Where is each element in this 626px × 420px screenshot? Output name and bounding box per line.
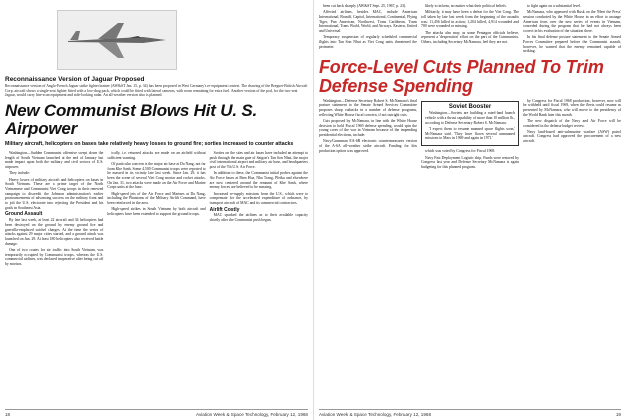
column-3 xyxy=(210,151,308,268)
footer-rule xyxy=(5,409,308,410)
right-page xyxy=(313,0,626,420)
paragraph: Washington—Defense Secretary Robert S. McNamara's final posture statement to the Senate Armed Services Committee proposes sharp cutbacks in a number of defense programs, reflecting White House fiscal concern, if not outright cuts. xyxy=(319,98,417,117)
paragraph: Temporary suspension of regularly scheduled commercial flights into Tan Son Nhut as Viet Cong units threatened the perimeter. xyxy=(319,35,417,49)
column-1 xyxy=(319,4,417,56)
paragraph: Washington—Soviets are building a rated-land launch vehicle with a thrust capability of more than 10 million lb., according to Defense Secretary Robert S. McNamara. xyxy=(425,111,515,125)
paragraph: In his final defense posture statement to the Senate Armed Forces Committee prepared before the Communist assault, however, he warned that the enemy remained capable of striking. xyxy=(523,35,621,54)
column-1 xyxy=(319,99,417,172)
paragraph: By late last week, at least 22 aircraft and 34 helicopters had been destroyed on the ground by enemy ground fire and guerrilla-emplaced satchel charges. At the time the series of attacks against 29 major cities started, and a ground attack was launched on Jan. 29. At least 180 helicopters also received battle damage. xyxy=(5,218,104,246)
page-number: 18 xyxy=(5,412,11,417)
photo-caption-body: Reconnaissance version of Anglo-French Jaguar strike fighter/trainer (AW&ST Jan. 15, p. 34) has been proposed in West Germany's re-equipment contest. The drawing of the Breguet-British Aircraft Corp. aircraft shows a single-seat fighter fitted with a low-drag pack, which could be fitted with lateral cameras, with room remaining for extra fuel. Another version of the pod, for the two-seat Jaguar, would carry line-scan equipment and side-looking radar. An all-weather version also is planned. xyxy=(5,84,308,98)
article-subdeck: Military aircraft, helicopters on bases take relatively heavy losses to ground fire; sorties increased to counter attacks xyxy=(5,140,294,147)
section-subhead: Airlift Costly xyxy=(209,206,240,213)
paragraph: The new dispatch of the Navy and Air Force will be considered in the defense budget review. xyxy=(523,118,621,128)
paragraph: Of particular concern is the major air base at Da Nang, not far from Khe Sanh. Some 4,500 Communist troops were reported to be massed in its vicinity late last week. Since Jan. 29, it has been the scene of several Viet Cong mortar and rocket attacks. On Jan. 31, two attacks were made on the Air Force and Marine Corps units at the base. xyxy=(107,161,206,190)
column-2 xyxy=(107,151,205,268)
paragraph: One of two routes for air traffic into South Vietnam, was temporarily occupied by Communist troops, whereas the U.S. commercial airlines, was declared inoperative after being cut off by mortars. xyxy=(5,247,104,266)
paragraph: Militarily, it may have been a defeat for the Viet Cong. The toll taken by late last week from the beginning of the assaults was: 11,456 killed in action; 1,204 killed, 4,914 wounded and 700 were wounded or missing. xyxy=(421,10,519,29)
paragraph: Affected airlines, besides MAC, include American International, Braniff, Capitol, International, Continental, Flying Tiger, Pan American, Northwest, Trans Caribbean, Trans International, Trans World, World, and Airways. Eastern, United and Universal. xyxy=(319,10,417,34)
soviet-booster-sidebar xyxy=(421,101,519,147)
paragraph: The attacks also may, as some Pentagon officials believe, represent a 'desperation' effort on the part of the Communists. Others, including Secretary McNamara, feel they are not. xyxy=(421,30,519,44)
article-columns xyxy=(319,99,621,172)
paragraph: Increased re-supply missions from the U.S., which were to compensate for the accelerated expenditure of ordnance, by transport aircraft of MAC and its commercial contractors. xyxy=(209,191,308,206)
column-3 xyxy=(523,4,621,56)
paragraph: MAC sparked the airlines as to their available capacity shortly after the Communist push began. xyxy=(209,213,308,223)
column-3 xyxy=(523,99,621,172)
article-columns xyxy=(5,151,308,268)
photo-caption-title: Reconnaissance Version of Jaguar Proposed xyxy=(5,76,145,83)
column-2 xyxy=(421,4,519,56)
paragraph: been cut back sharply (AW&ST Sept. 25, 1967, p. 23). xyxy=(323,4,407,8)
jaguar-photo xyxy=(57,10,177,70)
footer-rule xyxy=(319,409,621,410)
paragraph: In addition to these, the Communist initial probes against the Air Force bases at Bien Hoa, Nha Trang, Pleiku and elsewhere are now centered around the remnant of Khe Sanh, where enemy forces are believed to be massing. xyxy=(209,171,308,190)
paragraph: Cuts proposed by McNamara, in line with the White House decision to hold Fiscal 1969 defense spending, would spin the young cores of the war in Vietnam because of the impending presidential elections, include: xyxy=(319,118,417,137)
paragraph: Navy Fast Deployment Logistic ship. Funds were restored by Congress last year and Defense Secretary McNamara is again budgeting for this planned program. xyxy=(421,155,519,170)
paragraph: ically, i.e. returned attacks are made on an airfield without sufficient warning. xyxy=(107,150,206,160)
paragraph: which was voted by Congress for Fiscal 1969. xyxy=(425,149,496,154)
paragraph: Heavy losses of military aircraft and helicopters on bases in South Vietnam. These are a prime target of the North Vietnamese and Communist Viet Cong troops in their renewed campaign to discredit the Johnson administration's earlier pronouncements of advancing success on the military front and to jolt the U.S. electorate into rejecting the President and his goals in Southeast Asia. xyxy=(5,177,104,210)
column-1 xyxy=(5,151,103,268)
paragraph: Washington—Sudden Communist offensive swept down the length of South Vietnam launched at the end of January but made impact upon both the military and civil sectors of U.S. airpower. xyxy=(5,150,104,170)
paragraph: They include: xyxy=(9,171,30,176)
column-2 xyxy=(421,99,519,172)
paragraph: Navy/Grumman EA-6B electronic countermeasures version of the A-6A all-weather strike aircraft. Funding for this production option was approved. xyxy=(319,139,417,153)
article-headline: Force-Level Cuts Planned To Trim Defense Spending xyxy=(319,56,604,96)
paragraph: High-speed jets of the Air Force and Marines at Da Nang, including the Phantoms of the Military Airlift Command, have been reinforced in the area. xyxy=(107,191,206,206)
continued-columns xyxy=(319,4,621,56)
page-number: 19 xyxy=(615,412,621,417)
paragraph: to fight again on a substantial level. xyxy=(527,4,582,8)
paragraph: Sorties on the sites and air bases have included an attempt to push through the main gate of Saigon's Tan Son Nhut, the major civil international airport and military air base, and headquarters post of the 7th U.S. Air Force. xyxy=(209,150,308,170)
publication-line: Aviation Week & Space Technology, February 12, 1968 xyxy=(195,412,308,417)
publication-line: Aviation Week & Space Technology, February 12, 1968 xyxy=(319,412,432,417)
paragraph: likely to inform, no matter what their political beliefs. xyxy=(425,4,507,8)
section-subhead: Ground Assault xyxy=(5,211,43,218)
page-footer xyxy=(319,412,621,417)
jaguar-aircraft-icon xyxy=(58,11,176,69)
paragraph: McNamara, who appeared with Rusk on the 'Meet the Press' session conducted by the White House in an effort to assuage American fears over the new series of events in Vietnam, conceded during the program that he had not always been correct in his evaluation of the situation there. xyxy=(523,10,621,34)
paragraph: Navy land-based anti-submarine warfare (ASW) patrol aircraft. Congress had approved the procurement of a new aircraft. xyxy=(523,129,621,144)
page-footer xyxy=(5,412,308,417)
paragraph: High-speed strikes in South Vietnam by both aircraft and helicopters have been extended to support the ground troops. xyxy=(107,207,206,216)
paragraph: 'I expect them to resume manned space flights soon,' McNamara said. 'They have flown several unmanned missions to Mars in 1969 and again in 1971.' xyxy=(425,126,515,141)
paragraph: by Congress for Fiscal 1968 production; however, now will be withheld until fiscal 1969, when the fleets could resume as presented by McNamara, who will move to the presidency of the World Bank later this month. xyxy=(523,98,621,117)
sidebar-title: Soviet Booster xyxy=(448,103,492,110)
article-headline: New Communist Blows Hit U. S. Airpower xyxy=(5,100,258,138)
